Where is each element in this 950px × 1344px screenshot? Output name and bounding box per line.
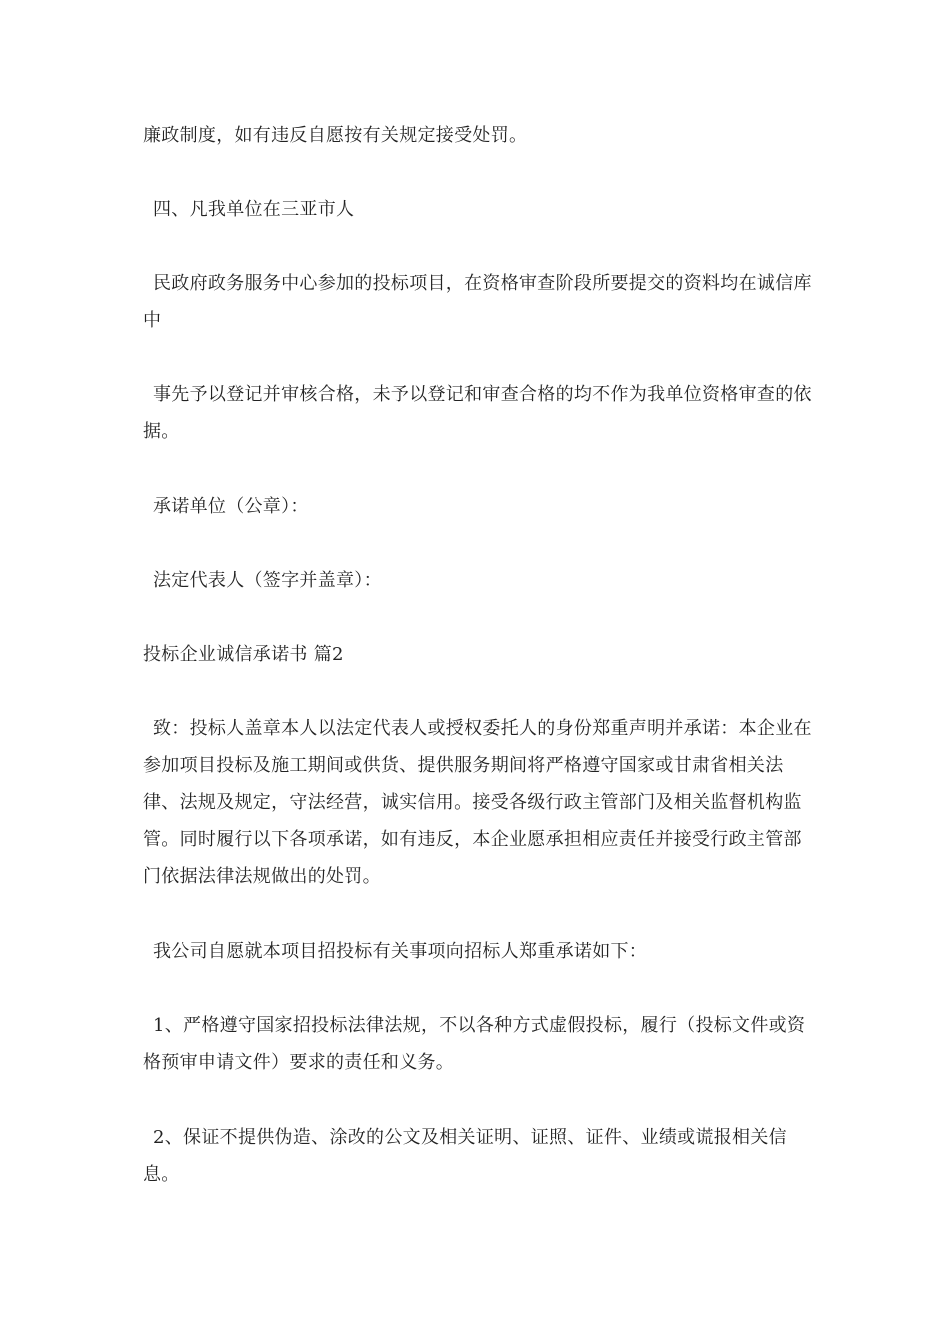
paragraph-commitment-1: 1、严格遵守国家招投标法律法规，不以各种方式虚假投标，履行（投标文件或资格预审申请文件）要求的责任和义务。 (143, 1015, 806, 1073)
paragraph-registration-review: 事先予以登记并审核合格，未予以登记和审查合格的均不作为我单位资格审查的依据。 (143, 384, 812, 442)
paragraph-integrity-system: 廉政制度，如有违反自愿按有关规定接受处罚。 (143, 125, 528, 146)
paragraph-commitment-intro: 我公司自愿就本项目招投标有关事项向招标人郑重承诺如下： (153, 941, 648, 962)
paragraph-commitment-2: 2、保证不提供伪造、涂改的公文及相关证明、证照、证件、业绩或谎报相关信息。 (143, 1127, 787, 1185)
paragraph-bidding-projects: 民政府政务服务中心参加的投标项目，在资格审查阶段所要提交的资料均在诚信库中 (143, 273, 812, 331)
paragraph-promising-unit: 承诺单位（公章）： (153, 496, 309, 517)
paragraph-item-four: 四、凡我单位在三亚市人 (153, 199, 355, 220)
paragraph-declaration: 致：投标人盖章本人以法定代表人或授权委托人的身份郑重声明并承诺：本企业在参加项目投标及施工期间或供货、提供服务期间将严格遵守国家或甘肃省相关法律、法规及规定，守法经营，诚实信用。接受各级行政主管部门及相关监督机构监管。同时履行以下各项承诺，如有违反，本企业愿承担相应责任并接受行政主管部门依据法律法规做出的处罚。 (143, 718, 812, 887)
section-title: 投标企业诚信承诺书 篇2 (143, 644, 344, 665)
paragraph-legal-representative: 法定代表人（签字并盖章）： (153, 570, 382, 591)
